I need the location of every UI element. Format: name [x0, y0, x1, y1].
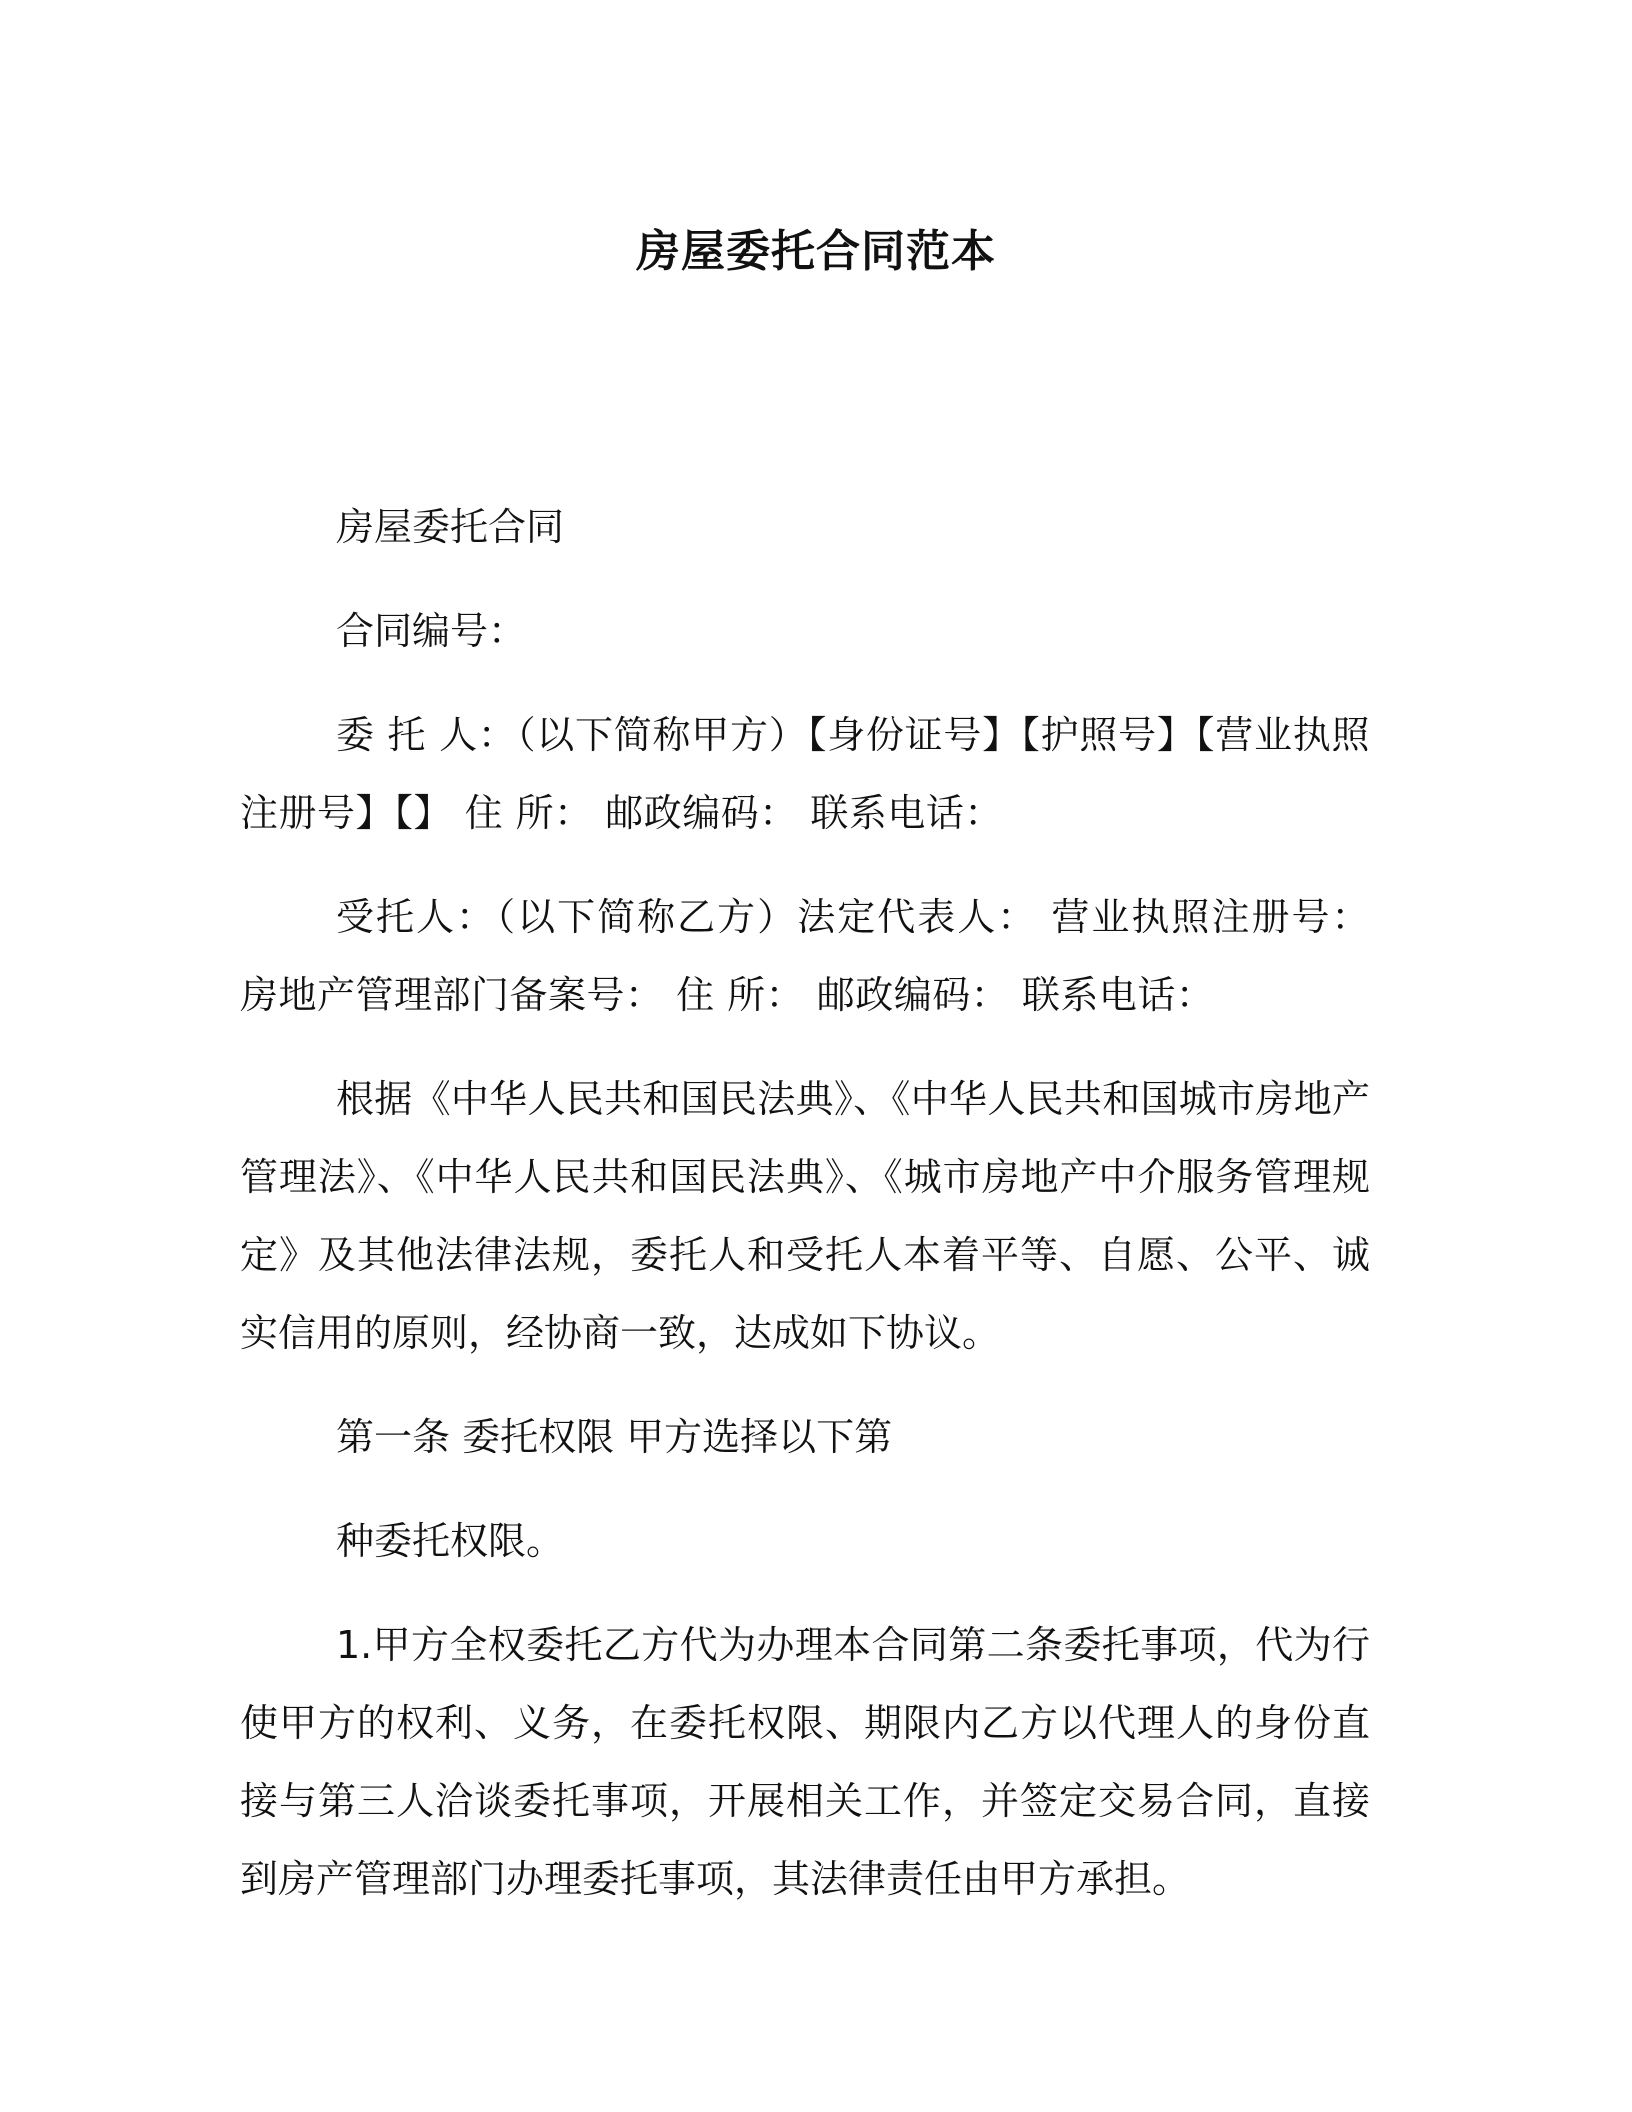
- clause-one-paragraph: 1.甲方全权委托乙方代为办理本合同第二条委托事项，代为行使甲方的权利、义务，在委托权限、期限内乙方以代理人的身份直接与第三人洽谈委托事项，开展相关工作，并签定交易合同，直接到房产管理部门办理委托事项，其法律责任由甲方承担。: [240, 1623, 1370, 1901]
- article-one-heading: 第一条 委托权限 甲方选择以下第: [336, 1415, 893, 1459]
- agent-info: 受托人：（以下简称乙方）法定代表人： 营业执照注册号： 房地产管理部门备案号： 住 所： 邮政编码： 联系电话：: [240, 895, 1370, 1017]
- document-title: 房屋委托合同范本: [636, 226, 996, 277]
- contract-heading: 房屋委托合同: [336, 505, 565, 549]
- contract-number: 合同编号：: [336, 609, 527, 653]
- principal-info: 委 托 人：（以下简称甲方）【身份证号】【护照号】【营业执照注册号】【】 住 所： 邮政编码： 联系电话：: [240, 713, 1370, 835]
- legal-basis-paragraph: 根据《中华人民共和国民法典》、《中华人民共和国城市房地产管理法》、《中华人民共和国民法典》、《城市房地产中介服务管理规定》及其他法律法规，委托人和受托人本着平等、自愿、公平、诚实信用的原则，经协商一致，达成如下协议。: [240, 1077, 1370, 1355]
- document-body: [240, 488, 1370, 1944]
- article-one-continuation: 种委托权限。: [336, 1519, 565, 1563]
